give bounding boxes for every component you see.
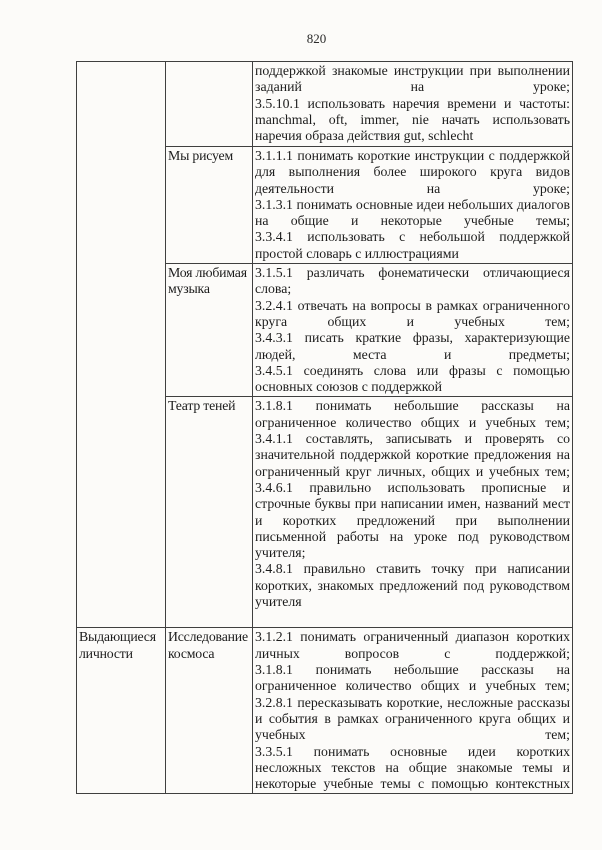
table-row [77, 62, 573, 147]
curriculum-table [76, 61, 573, 794]
subtopic-cell [166, 397, 253, 628]
objective-item: 3.1.1.1 понимать короткие инструкции с поддержкой для выполнения более широкого круга видов деятельности на уроке; [255, 148, 570, 196]
objectives-cell [253, 628, 573, 794]
subtopic-cell [166, 264, 253, 397]
subtopic-cell [166, 628, 253, 794]
objective-item: 3.1.5.1 различать фонематически отличающиеся слова; [255, 265, 570, 297]
objectives-cell [253, 397, 573, 628]
objectives-cell [253, 264, 573, 397]
topic-cell [77, 62, 166, 628]
table-row [77, 628, 573, 794]
objectives-cell [253, 62, 573, 147]
objective-item: 3.2.8.1 пересказывать короткие, несложные рассказы и события в рамках ограниченного круга общих и учебных тем; [255, 694, 570, 743]
objective-item: поддержкой знакомые инструкции при выполнении заданий на уроке; [255, 63, 570, 95]
objective-item: 3.4.1.1 составлять, записывать и проверять со значительной поддержкой короткие предложения на ограниченный круг личных, общих и учебных тем; [255, 431, 570, 479]
objective-item: 3.1.3.1 понимать основные идеи небольших диалогов на общие и некоторые учебные темы; [255, 196, 570, 229]
objective-item: 3.5.10.1 использовать наречия времени и частоты: manchmal, oft, immer, nie начать использовать наречия образа действия gut, schlecht [255, 95, 570, 144]
subtopic-label: Мы рисуем [168, 148, 233, 163]
subtopic-label: Моя любимая музыка [168, 265, 247, 297]
objective-item: 3.1.8.1 понимать небольшие рассказы на ограниченное количество общих и учебных тем; [255, 398, 570, 430]
subtopic-label: Театр теней [168, 398, 236, 414]
objective-item: 3.2.4.1 отвечать на вопросы в рамках ограниченного круга общих и учебных тем; [255, 297, 570, 329]
subtopic-label: Исследование космоса [168, 629, 248, 661]
objective-item: 3.1.8.1 понимать небольшие рассказы на ограниченное количество общих и учебных тем; [255, 662, 570, 694]
objective-item: 3.3.5.1 понимать основные идеи коротких несложных текстов на общие знакомые темы и некоторые учебные темы с помощью контекстных [255, 743, 570, 792]
topic-label: Выдающиеся личности [79, 629, 156, 661]
page-number: 820 [306, 31, 327, 46]
objective-item: 3.4.5.1 соединять слова или фразы с помощью основных союзов с поддержкой [255, 362, 570, 395]
objective-item: 3.4.3.1 писать краткие фразы, характеризующие людей, места и предметы; [255, 330, 570, 362]
objective-item: 3.4.8.1 правильно ставить точку при написании коротких, знакомых предложений под руководством учителя [255, 561, 570, 610]
subtopic-cell [166, 147, 253, 264]
objective-item: 3.4.6.1 правильно использовать прописные и строчные буквы при написании имен, названий мест и коротких предложений при выполнении письменной работы на уроке под руководством учителя; [255, 479, 570, 561]
objectives-cell [253, 147, 573, 264]
objective-item: 3.1.2.1 понимать ограниченный диапазон коротких личных вопросов с поддержкой; [255, 629, 570, 661]
topic-cell [77, 628, 166, 794]
objective-item: 3.3.4.1 использовать с небольшой поддержкой простой словарь с иллюстрациями [255, 229, 570, 261]
subtopic-cell [166, 62, 253, 147]
